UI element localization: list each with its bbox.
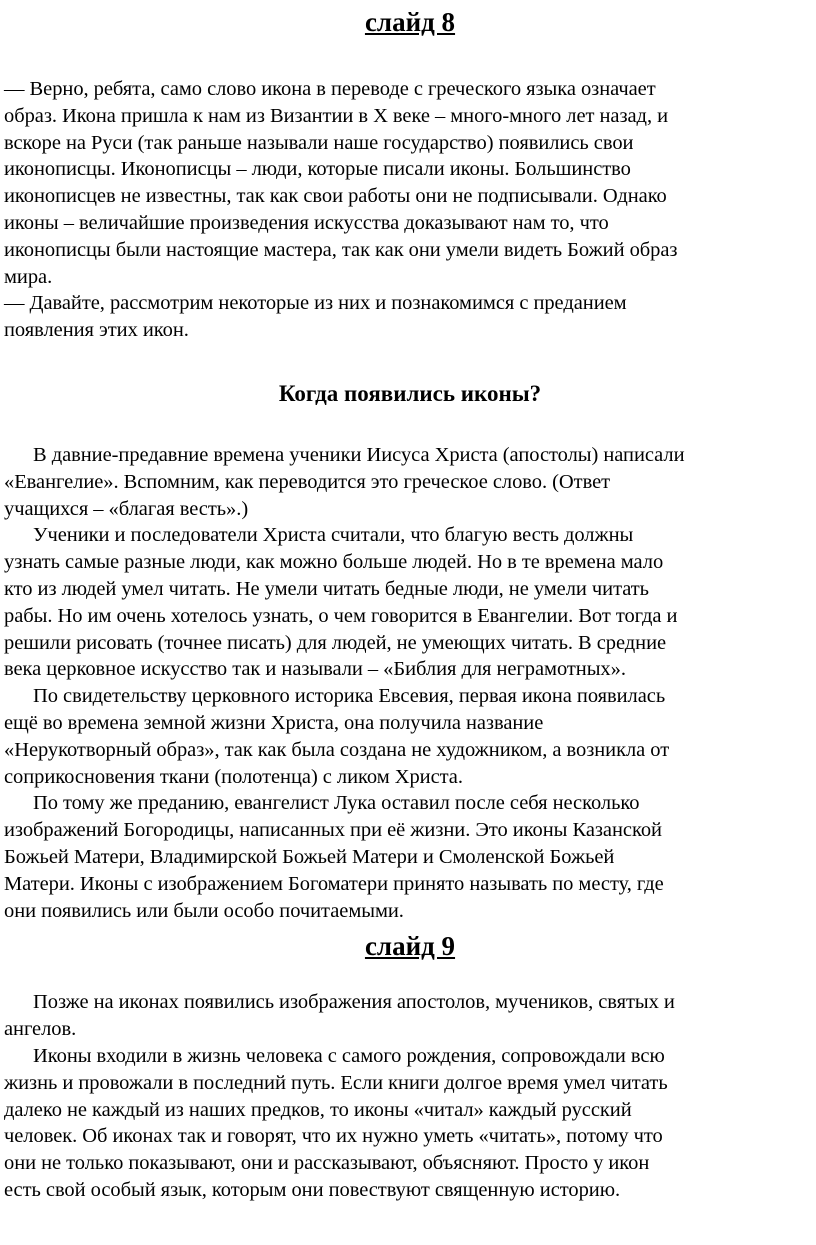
text-line: иконописцы. Иконописцы – люди, которые писали иконы. Большинство — [4, 158, 631, 181]
text-line: кто из людей умел читать. Не умели читать бедные люди, не умели читать — [4, 577, 649, 600]
body-text — [4, 442, 816, 924]
paragraph-gospel — [4, 442, 816, 522]
text-line: иконописцев не известны, так как свои работы они не подписывали. Однако — [4, 185, 667, 208]
text-line: века церковное искусство так и называли – «Библия для неграмотных». — [4, 658, 626, 681]
text-line: «Евангелие». Вспомним, как переводится это греческое слово. (Ответ — [4, 470, 611, 493]
text-line: Божьей Матери, Владимирской Божьей Матери и Смоленской Божьей — [4, 845, 615, 868]
paragraph-disciples — [4, 522, 816, 683]
text-line: изображений Богородицы, написанных при её жизни. Это иконы Казанской — [4, 819, 662, 842]
paragraph-later-icons — [4, 989, 816, 1043]
text-line: мира. — [4, 265, 53, 288]
section-heading: Когда появились иконы? — [278, 380, 542, 406]
text-line: По тому же преданию, евангелист Лука оставил после себя несколько — [33, 792, 640, 815]
intro-paragraph — [4, 76, 816, 344]
text-line: иконописцы были настоящие мастера, так как они умели видеть Божий образ — [4, 238, 678, 261]
text-line: они не только показывают, они и рассказывают, объясняют. Просто у икон — [4, 1152, 650, 1175]
text-line: В давние-предавние времена ученики Иисуса Христа (апостолы) написали — [33, 443, 685, 466]
text-line: — Давайте, рассмотрим некоторые из них и познакомимся с преданием — [4, 292, 627, 315]
text-line: рабы. Но им очень хотелось узнать, о чем говорится в Евангелии. Вот тогда и — [4, 604, 678, 627]
text-line: ангелов. — [4, 1018, 77, 1041]
text-line: они появились или были особо почитаемыми. — [4, 899, 404, 922]
text-line: далеко не каждый из наших предков, то иконы «читал» каждый русский — [4, 1098, 632, 1121]
text-line: вскоре на Руси (так раньше называли наше государство) появились свои — [4, 131, 634, 154]
text-line: — Верно, ребята, само слово икона в переводе с греческого языка означает — [4, 78, 656, 100]
text-line: Позже на иконах появились изображения апостолов, мучеников, святых и — [33, 991, 675, 1014]
text-line: человек. Об иконах так и говорят, что их нужно уметь «читать», потому что — [4, 1125, 663, 1148]
paragraph-eusebius — [4, 683, 816, 790]
text-line: появления этих икон. — [4, 319, 189, 342]
text-line: образ. Икона пришла к нам из Византии в Х веке – много-много лет назад, и — [4, 104, 669, 127]
text-line: решили рисовать (точнее писать) для людей, не умеющих читать. В средние — [4, 631, 667, 654]
text-line: есть свой особый язык, которым они повествуют священную историю. — [4, 1178, 621, 1201]
slide-9-body — [4, 989, 816, 1203]
paragraph-luke — [4, 790, 816, 924]
paragraph-icons-in-life — [4, 1043, 816, 1204]
text-line: По свидетельству церковного историка Евсевия, первая икона появилась — [33, 685, 666, 708]
text-line: жизнь и провожали в последний путь. Если книги долгое время умел читать — [4, 1071, 668, 1094]
text-line: иконы – величайшие произведения искусства доказывают нам то, что — [4, 211, 609, 234]
text-line: ещё во времена земной жизни Христа, она получила название — [4, 711, 544, 734]
text-line: «Нерукотворный образ», так как была создана не художником, а возникла от — [4, 738, 670, 761]
slide-8-title: слайд 8 — [364, 7, 456, 37]
text-line: соприкосновения ткани (полотенца) с ликом Христа. — [4, 765, 463, 788]
text-line: узнать самые разные люди, как можно больше людей. Но в те времена мало — [4, 551, 664, 574]
text-line: Иконы входили в жизнь человека с самого рождения, сопровождали всю — [33, 1044, 665, 1067]
text-line: Матери. Иконы с изображением Богоматери принято называть по месту, где — [4, 872, 664, 895]
text-line: учащихся – «благая весть».) — [4, 497, 249, 520]
slide-9-title: слайд 9 — [364, 931, 456, 962]
text-line: Ученики и последователи Христа считали, что благую весть должны — [33, 524, 634, 547]
